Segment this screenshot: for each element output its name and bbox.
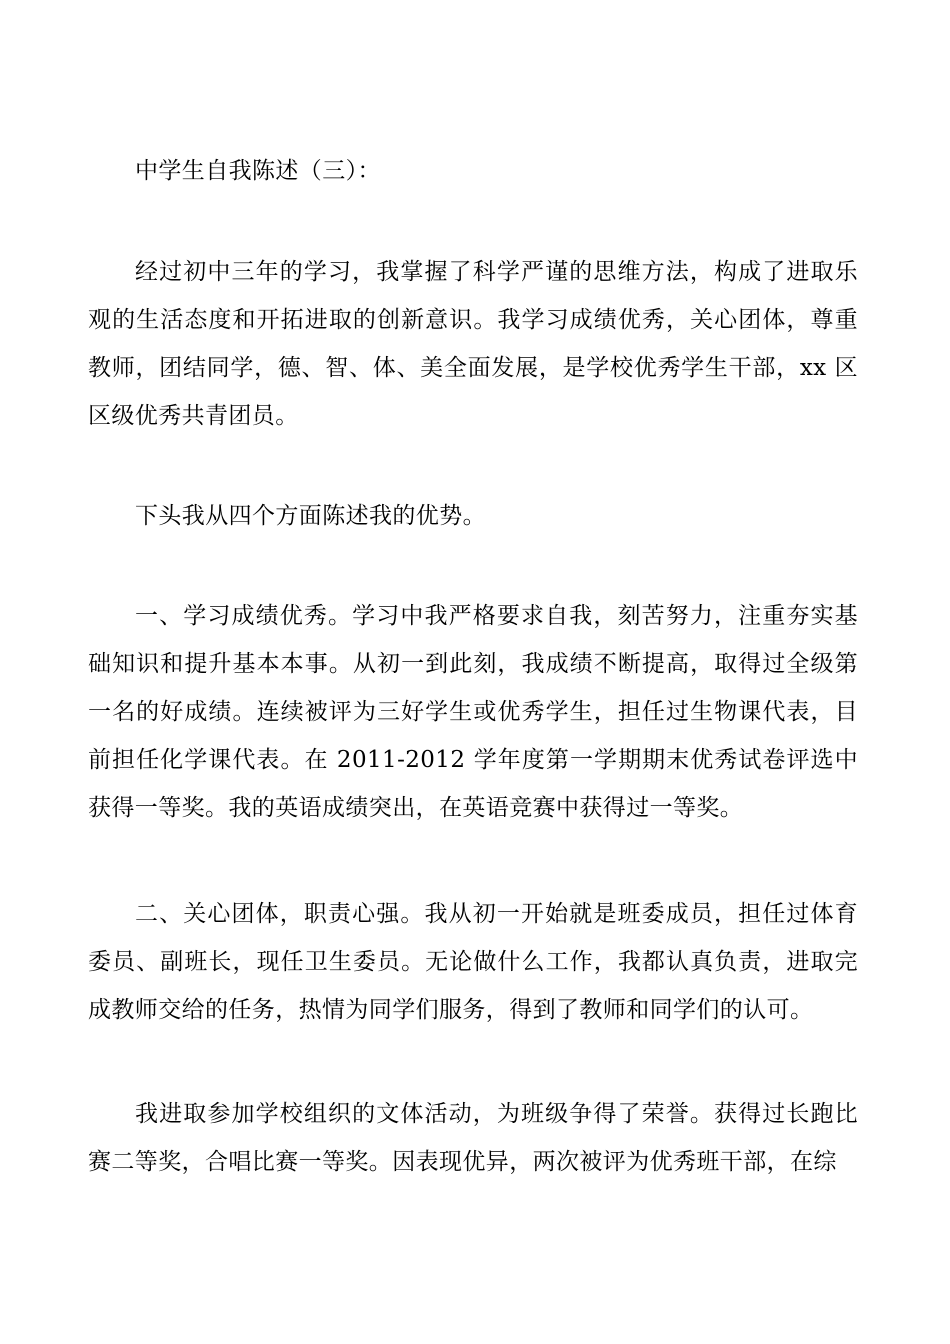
paragraph-overview: 下头我从四个方面陈述我的优势。 <box>135 503 486 529</box>
section-heading: 中学生自我陈述（三）： <box>135 158 381 184</box>
paragraph-academics: 一、学习成绩优秀。学习中我严格要求自我，刻苦努力，注重夯实基础知识和提升基本本事。从初一到此刻，我成绩不断提高，取得过全级第一名的好成绩。连续被评为三好学生或优秀学生，担任过生物课代表，目前担任化学课代表。在 2011-2012 学年度第一学期期末优秀试卷评选中获得一等奖。我的英语成绩突出，在英语竞赛中获得过一等奖。 <box>88 603 858 821</box>
paragraph-activities: 我进取参加学校组织的文体活动，为班级争得了荣誉。获得过长跑比赛二等奖，合唱比赛一等奖。因表现优异，两次被评为优秀班干部，在综 <box>88 1101 858 1175</box>
paragraph-responsibility: 二、关心团体，职责心强。我从初一开始就是班委成员，担任过体育委员、副班长，现任卫生委员。无论做什么工作，我都认真负责，进取完成教师交给的任务，热情为同学们服务，得到了教师和同学们的认可。 <box>88 901 858 1023</box>
paragraph-intro: 经过初中三年的学习，我掌握了科学严谨的思维方法，构成了进取乐观的生活态度和开拓进取的创新意识。我学习成绩优秀，关心团体，尊重教师，团结同学，德、智、体、美全面发展，是学校优秀学生干部，xx 区区级优秀共青团员。 <box>88 259 858 429</box>
